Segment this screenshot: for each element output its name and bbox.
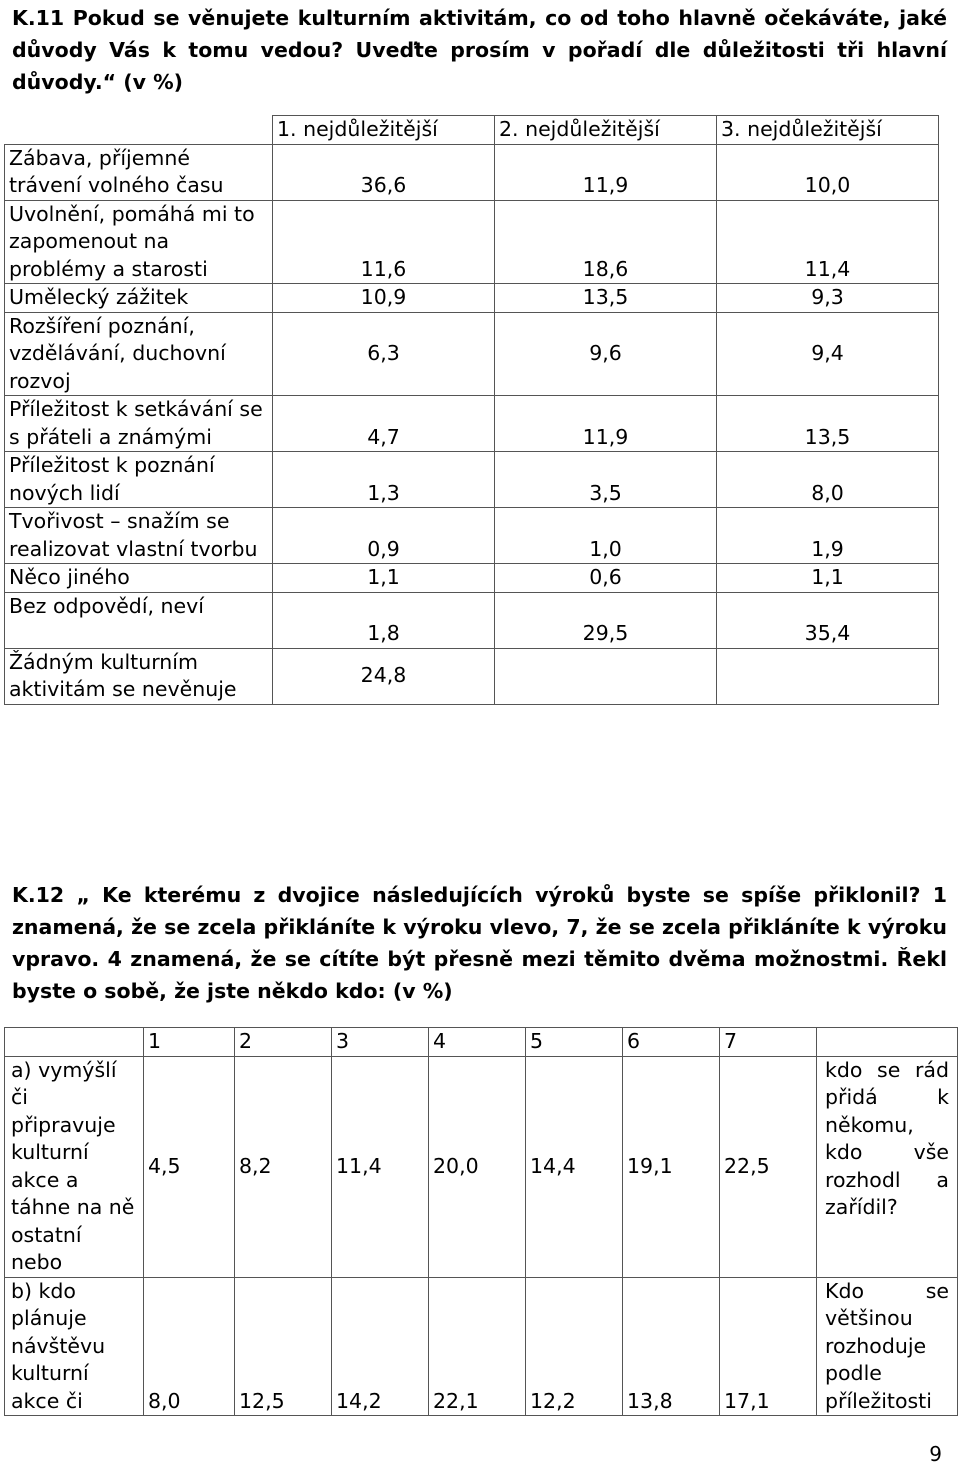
k12-table: [4, 1027, 958, 1416]
k11-table: [4, 115, 939, 705]
table-cell: 11,9: [495, 144, 717, 200]
table-cell: 14,2: [332, 1277, 429, 1416]
table-cell: 4,7: [273, 396, 495, 452]
column-header: 2. nejdůležitější: [495, 116, 717, 145]
table-row: [5, 508, 939, 564]
table-cell: 11,6: [273, 200, 495, 284]
table-cell: 1,0: [495, 508, 717, 564]
left-statement: a) vymýšlí či připravuje kulturní akce a táhne na ně ostatní nebo: [5, 1056, 144, 1277]
table-cell: 18,6: [495, 200, 717, 284]
scale-header-row: [5, 1028, 958, 1057]
table-row: [5, 648, 939, 704]
table-cell: 0,6: [495, 564, 717, 593]
header-corner: [817, 1028, 958, 1057]
table-cell: 4,5: [144, 1056, 235, 1277]
table-row: [5, 144, 939, 200]
table-cell: 17,1: [720, 1277, 817, 1416]
row-label: Příležitost k poznání nových lidí: [5, 452, 273, 508]
k12-heading: K.12 „ Ke kterému z dvojice následujících výroků byste se spíše přiklonil? 1 znamená, že se zcela přikláníte k výroku vlevo, 7, že se zcela přikláníte k výroku vpravo. 4 znamená, že se cítíte být přesně mezi těmito dvěma možnostmi. Řekl byste o sobě, že jste někdo kdo: (v %): [12, 883, 947, 1003]
table-cell: 11,4: [717, 200, 939, 284]
table-cell: 36,6: [273, 144, 495, 200]
table-cell: 11,9: [495, 396, 717, 452]
table-cell: 1,3: [273, 452, 495, 508]
header-corner: [5, 1028, 144, 1057]
table-row: [5, 452, 939, 508]
header-corner: [5, 116, 273, 145]
table-cell: 13,5: [717, 396, 939, 452]
table-cell: 14,4: [526, 1056, 623, 1277]
row-label: Bez odpovědí, neví: [5, 592, 273, 648]
table-row: [5, 592, 939, 648]
table-cell: 9,4: [717, 312, 939, 396]
table-row: [5, 1277, 958, 1416]
scale-header: 6: [623, 1028, 720, 1057]
table-cell: 6,3: [273, 312, 495, 396]
table-cell: 9,3: [717, 284, 939, 313]
right-statement: Kdo se většinou rozhoduje podle příležitosti: [817, 1277, 958, 1416]
column-header: 1. nejdůležitější: [273, 116, 495, 145]
table-row: [5, 284, 939, 313]
table-cell: 9,6: [495, 312, 717, 396]
table-cell: 29,5: [495, 592, 717, 648]
table-cell: 1,8: [273, 592, 495, 648]
row-label: Příležitost k setkávání se s přáteli a známými: [5, 396, 273, 452]
table-cell: 10,9: [273, 284, 495, 313]
table-cell: 12,5: [235, 1277, 332, 1416]
table-cell: 35,4: [717, 592, 939, 648]
table-cell: 13,5: [495, 284, 717, 313]
row-label: Žádným kulturním aktivitám se nevěnuje: [5, 648, 273, 704]
table-cell: 8,2: [235, 1056, 332, 1277]
table-cell: 13,8: [623, 1277, 720, 1416]
table-header-row: [5, 116, 939, 145]
table-cell: 22,1: [429, 1277, 526, 1416]
table-cell: 24,8: [273, 648, 495, 704]
left-statement: b) kdo plánuje návštěvu kulturní akce či: [5, 1277, 144, 1416]
table-row: [5, 396, 939, 452]
table-cell: 12,2: [526, 1277, 623, 1416]
row-label: Uvolnění, pomáhá mi to zapomenout na problémy a starosti: [5, 200, 273, 284]
table-cell: 1,9: [717, 508, 939, 564]
table-cell: 11,4: [332, 1056, 429, 1277]
scale-header: 3: [332, 1028, 429, 1057]
scale-header: 2: [235, 1028, 332, 1057]
k11-heading: K.11 Pokud se věnujete kulturním aktivitám, co od toho hlavně očekáváte, jaké důvody Vás k tomu vedou? Uveďte prosím v pořadí dle důležitosti tři hlavní důvody.“ (v %): [12, 6, 947, 94]
table-row: [5, 564, 939, 593]
scale-header: 5: [526, 1028, 623, 1057]
table-row: [5, 1056, 958, 1277]
column-header: 3. nejdůležitější: [717, 116, 939, 145]
table-cell: 8,0: [717, 452, 939, 508]
row-label: Rozšíření poznání, vzdělávání, duchovní rozvoj: [5, 312, 273, 396]
table-cell: 8,0: [144, 1277, 235, 1416]
scale-header: 7: [720, 1028, 817, 1057]
table-cell: [717, 648, 939, 704]
table-row: [5, 200, 939, 284]
table-cell: [495, 648, 717, 704]
row-label: Umělecký zážitek: [5, 284, 273, 313]
table-cell: 1,1: [273, 564, 495, 593]
table-cell: 3,5: [495, 452, 717, 508]
table-cell: 10,0: [717, 144, 939, 200]
table-cell: 19,1: [623, 1056, 720, 1277]
row-label: Zábava, příjemné trávení volného času: [5, 144, 273, 200]
table-cell: 22,5: [720, 1056, 817, 1277]
right-statement: kdo se rád přidá k někomu, kdo vše rozhodl a zařídil?: [817, 1056, 958, 1277]
row-label: Něco jiného: [5, 564, 273, 593]
page-number: 9: [929, 1442, 942, 1466]
table-cell: 0,9: [273, 508, 495, 564]
scale-header: 1: [144, 1028, 235, 1057]
scale-header: 4: [429, 1028, 526, 1057]
row-label: Tvořivost – snažím se realizovat vlastní tvorbu: [5, 508, 273, 564]
table-cell: 1,1: [717, 564, 939, 593]
table-row: [5, 312, 939, 396]
table-cell: 20,0: [429, 1056, 526, 1277]
